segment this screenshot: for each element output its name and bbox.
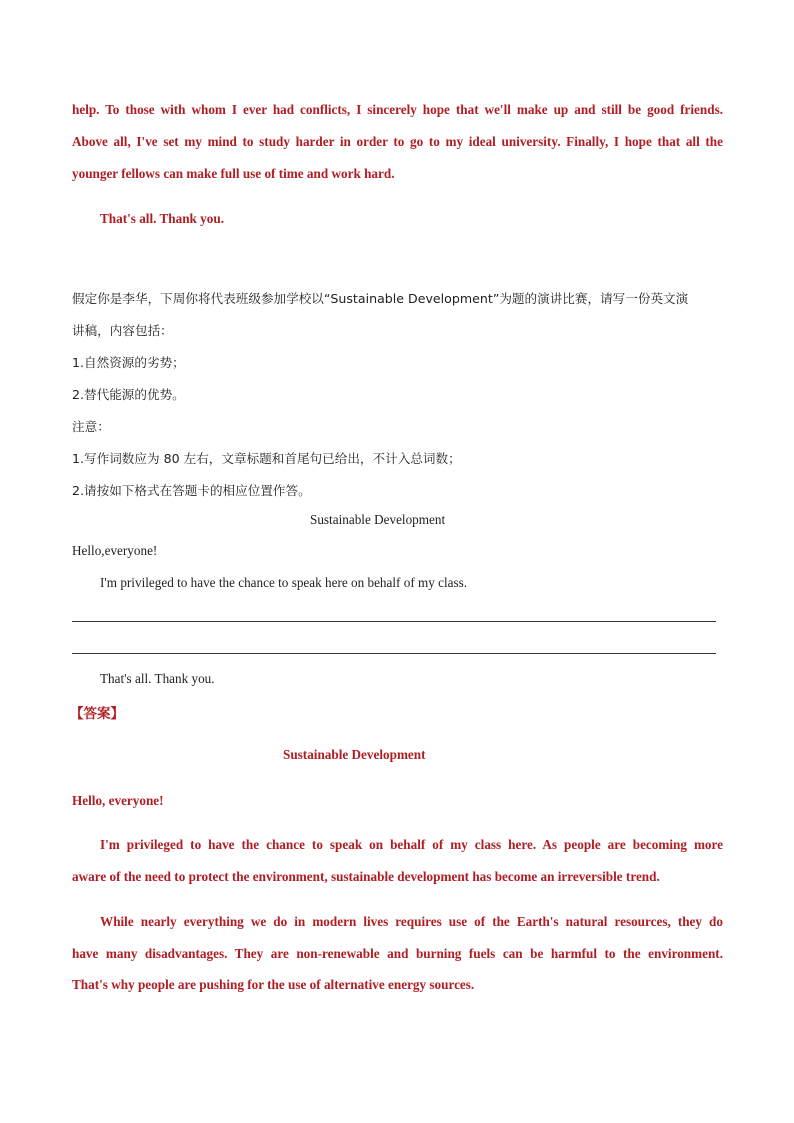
- answer-prev-line-2: Above all, I've set my mind to study harder in order to go to my ideal university. Finally, I hope that all the: [72, 134, 723, 149]
- answer-greeting: Hello, everyone!: [72, 793, 164, 808]
- answer-prev-closing: That's all. Thank you.: [100, 211, 224, 226]
- answer-p2-line-3: That's why people are pushing for the use of alternative energy sources.: [72, 977, 475, 992]
- prompt-item-2: 2.替代能源的优势。: [72, 387, 185, 402]
- answer-p1-line-1: I'm privileged to have the chance to speak on behalf of my class here. As people are becoming more: [100, 837, 723, 852]
- answer-blank-line-1: [72, 621, 716, 622]
- essay-opening: I'm privileged to have the chance to speak here on behalf of my class.: [100, 575, 468, 590]
- note-2: 2.请按如下格式在答题卡的相应位置作答。: [72, 483, 311, 498]
- prompt-line-2: 讲稿，内容包括：: [72, 323, 173, 338]
- essay-title: Sustainable Development: [310, 512, 446, 527]
- prompt-item-1: 1.自然资源的劣势；: [72, 355, 185, 370]
- answer-prev-line-3: younger fellows can make full use of time and work hard.: [72, 166, 395, 181]
- answer-p1-line-2: aware of the need to protect the environment, sustainable development has become an irreversible trend.: [72, 869, 660, 884]
- answer-p2-line-2: have many disadvantages. They are non-renewable and burning fuels can be harmful to the environment.: [72, 946, 723, 961]
- answer-prev-line-1: help. To those with whom I ever had conflicts, I sincerely hope that we'll make up and still be good friends.: [72, 102, 723, 117]
- essay-closing: That's all. Thank you.: [100, 671, 215, 686]
- note-label: 注意：: [72, 419, 110, 434]
- note-1: 1.写作词数应为 80 左右，文章标题和首尾句已给出，不计入总词数；: [72, 451, 461, 466]
- answer-title: Sustainable Development: [283, 747, 426, 762]
- answer-blank-line-2: [72, 653, 716, 654]
- prompt-line-1: 假定你是李华，下周你将代表班级参加学校以“Sustainable Development”为题的演讲比赛，请写一份英文演: [72, 291, 689, 306]
- answer-label: 【答案】: [70, 706, 124, 721]
- essay-greeting: Hello,everyone!: [72, 543, 158, 558]
- answer-p2-line-1: While nearly everything we do in modern lives requires use of the Earth's natural resources, they do: [100, 914, 723, 929]
